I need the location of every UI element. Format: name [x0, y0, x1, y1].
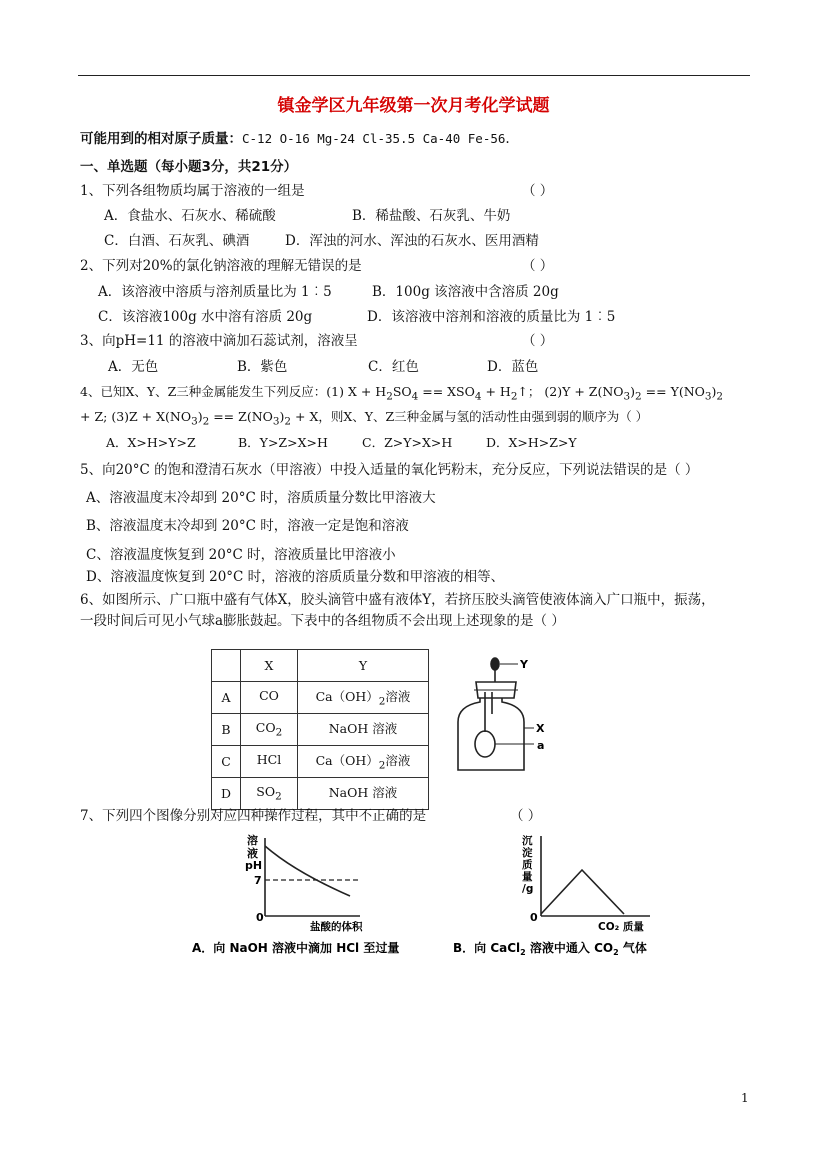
graph-b-origin: 0 — [530, 911, 538, 924]
q4-text: ) — [630, 384, 636, 399]
q3-option-c: C．红色 — [368, 359, 419, 375]
q4-text: SO — [392, 384, 412, 399]
cell-text: CO — [259, 688, 279, 704]
q4-option-d: D．X>H>Z>Y — [486, 435, 577, 450]
section-heading: 一、单选题（每小题3分，共21分） — [80, 159, 298, 175]
q6-stem-line1: 6、如图所示、广口瓶中盛有气体X，胶头滴管中盛有液体Y，若挤压胶头滴管使液体滴入广口瓶中，振荡， — [80, 592, 715, 608]
graph-b-ylabel: 淀 — [522, 847, 533, 859]
table-cell-x — [241, 682, 298, 714]
q1-option-b: B．稀盐酸、石灰乳、牛奶 — [352, 208, 511, 224]
atomic-mass-label: 可能用到的相对原子质量： — [80, 131, 242, 147]
caption-part: B．向 CaCl — [453, 941, 521, 955]
atomic-mass-dot: . — [505, 131, 510, 147]
q4-sub: 2 — [716, 390, 724, 403]
q7-stem: 7、下列四个图像分别对应四种操作过程，其中不正确的是 — [80, 808, 427, 824]
q4-stem-line1 — [80, 383, 723, 406]
table-cell-option: B — [212, 714, 241, 746]
q4-text: ) — [279, 409, 285, 424]
caption-sub: 2 — [613, 948, 619, 957]
graph-a-caption: A．向 NaOH 溶液中滴加 HCl 至过量 — [192, 941, 400, 955]
graph-b-caption — [453, 940, 647, 957]
cell-text: HCl — [256, 752, 282, 768]
table-cell — [212, 650, 241, 682]
cell-sub: 2 — [378, 695, 386, 708]
graph-a-ylabel: 液 — [247, 847, 258, 860]
label-y: Y — [520, 658, 528, 671]
table-cell-option: C — [212, 746, 241, 778]
q1-option-a: A．食盐水、石灰水、稀硫酸 — [104, 208, 276, 224]
cell-sub: 2 — [378, 759, 386, 772]
q1-option-c: C．白酒、石灰乳、碘酒 — [104, 233, 250, 249]
q4-option-a: A．X>H>Y>Z — [106, 435, 196, 450]
cell-text: NaOH 溶液 — [328, 785, 398, 801]
cell-sub: 2 — [275, 790, 282, 803]
table-cell-x — [241, 746, 298, 778]
bottle-apparatus-figure — [452, 652, 562, 776]
q5-option-c: C、溶液温度恢复到 20°C 时，溶液质量比甲溶液小 — [86, 547, 396, 563]
q4-text: 4、已知X、Y、Z三种金属能发生下列反应：(1) X + H — [80, 384, 387, 399]
atomic-mass-line — [80, 130, 510, 148]
graph-a-origin: 0 — [256, 911, 264, 924]
q7-answer-paren: （ ） — [510, 808, 542, 824]
table-cell-option: D — [212, 778, 241, 810]
table-header-y: Y — [298, 650, 429, 682]
q2-answer-paren: （ ） — [522, 258, 554, 274]
label-x: X — [536, 722, 545, 735]
q2-option-c: C．该溶液100g 水中溶有溶质 20g — [98, 309, 313, 325]
table-cell-y — [298, 682, 429, 714]
q4-sub: 3 — [191, 415, 198, 428]
caption-part: 溶液中通入 CO — [525, 941, 614, 955]
atomic-mass-values: C-12 O-16 Mg-24 Cl-35.5 Ca-40 Fe-56 — [242, 131, 506, 146]
header-rule — [78, 75, 750, 76]
graph-b-ylabel: /g — [522, 883, 534, 895]
graph-a-xlabel: 盐酸的体积 — [310, 921, 363, 933]
q4-text: + H — [481, 384, 511, 399]
graph-b-ylabel: 质 — [522, 859, 533, 871]
cell-text: Ca（OH） — [315, 753, 379, 769]
table-header-row — [212, 650, 429, 682]
q4-option-c: C．Z>Y>X>H — [362, 435, 453, 450]
table-row — [212, 746, 429, 778]
cell-text: 溶液 — [385, 753, 411, 769]
q3-answer-paren: （ ） — [522, 333, 554, 349]
table-header-x: X — [241, 650, 298, 682]
q4-sub: 2 — [386, 390, 393, 403]
q2-option-a: A．该溶液中溶质与溶剂质量比为 1︰5 — [98, 284, 332, 300]
graph-b — [450, 832, 680, 962]
table-cell-option: A — [212, 682, 241, 714]
page-title: 镇金学区九年级第一次月考化学试题 — [277, 96, 550, 116]
graph-b-xlabel: CO₂ 质量 — [598, 921, 644, 933]
graph-a-tick-7: 7 — [254, 874, 262, 887]
q2-option-d: D．该溶液中溶剂和溶液的质量比为 1︰5 — [367, 309, 616, 325]
graph-b-ylabel: 沉 — [522, 835, 533, 847]
table-row — [212, 714, 429, 746]
cell-sub: 2 — [275, 726, 283, 739]
cell-text: NaOH 溶液 — [328, 721, 398, 737]
table-cell-y — [298, 778, 429, 810]
q4-sub: 3 — [272, 415, 280, 428]
table-cell-x — [241, 778, 298, 810]
cell-text: SO — [256, 784, 276, 800]
graph-b-ylabel: 量 — [522, 871, 533, 883]
graph-a-curve — [265, 846, 350, 896]
table-row — [212, 778, 429, 810]
q2-option-b: B．100g 该溶液中含溶质 20g — [372, 284, 559, 300]
graph-b-line — [541, 870, 624, 914]
q5-stem: 5、向20°C 的饱和澄清石灰水（甲溶液）中投入适量的氧化钙粉末，充分反应，下列说法错误的是（ ） — [80, 462, 699, 478]
q4-sub: 2 — [635, 390, 642, 403]
cell-text: Ca（OH） — [315, 689, 379, 705]
q5-option-b: B、溶液温度末冷却到 20°C 时，溶液一定是饱和溶液 — [86, 518, 409, 534]
q1-stem: 1、下列各组物质均属于溶液的一组是 — [80, 183, 305, 199]
q4-sub: 4 — [474, 390, 482, 403]
q4-text: + X，则X、Y、Z三种金属与氢的活动性由强到弱的顺序为（ ） — [291, 409, 649, 424]
cell-text: 溶液 — [385, 689, 411, 705]
q4-option-b: B．Y>Z>X>H — [238, 435, 328, 450]
page-number: 1 — [741, 1091, 749, 1105]
q5-option-d: D、溶液温度恢复到 20°C 时，溶液的溶质质量分数和甲溶液的相等、 — [86, 569, 505, 585]
q3-option-a: A．无色 — [108, 359, 159, 375]
cell-text: CO — [255, 720, 276, 736]
q3-option-d: D．蓝色 — [487, 359, 539, 375]
q4-text: == XSO — [418, 384, 475, 399]
q3-stem: 3、向pH=11 的溶液中滴加石蕊试剂，溶液呈 — [80, 333, 358, 349]
q4-stem-line2 — [80, 408, 648, 431]
q4-text: + Z; (3)Z + X(NO — [80, 409, 192, 424]
q4-sub: 2 — [202, 415, 210, 428]
q4-sub: 4 — [411, 390, 419, 403]
q1-option-d: D．浑浊的河水、浑浊的石灰水、医用酒精 — [285, 233, 539, 249]
q6-stem-line2: 一段时间后可见小气球a膨胀鼓起。下表中的各组物质不会出现上述现象的是（ ） — [80, 613, 565, 629]
table-cell-y — [298, 714, 429, 746]
balloon-a — [475, 731, 495, 757]
q4-sub: 2 — [284, 415, 292, 428]
q4-text: ) — [197, 409, 203, 424]
q4-sub: 3 — [623, 390, 631, 403]
graph-a — [190, 832, 440, 962]
table-cell-y — [298, 746, 429, 778]
q1-answer-paren: （ ） — [522, 183, 554, 199]
q3-option-b: B．紫色 — [237, 359, 288, 375]
q4-text: ) — [711, 384, 717, 399]
q4-text: == Z(NO — [209, 409, 273, 424]
q5-option-a: A、溶液温度末冷却到 20°C 时，溶质质量分数比甲溶液大 — [86, 490, 436, 506]
caption-part: 气体 — [618, 941, 647, 955]
q4-text: ↑； (2)Y + Z(NO — [517, 384, 624, 399]
q4-sub: 2 — [510, 390, 518, 403]
table-cell-x — [241, 714, 298, 746]
dropper-bulb — [491, 658, 499, 670]
table-row — [212, 682, 429, 714]
q2-stem: 2、下列对20%的氯化钠溶液的理解无错误的是 — [80, 258, 362, 274]
graph-a-ylabel: 溶 — [247, 834, 258, 847]
q6-options-table — [211, 649, 429, 810]
q4-text: == Y(NO — [641, 384, 705, 399]
q4-sub: 3 — [704, 390, 712, 403]
caption-sub: 2 — [520, 948, 526, 957]
graph-a-ylabel: pH — [245, 859, 263, 872]
label-a: a — [537, 739, 545, 752]
